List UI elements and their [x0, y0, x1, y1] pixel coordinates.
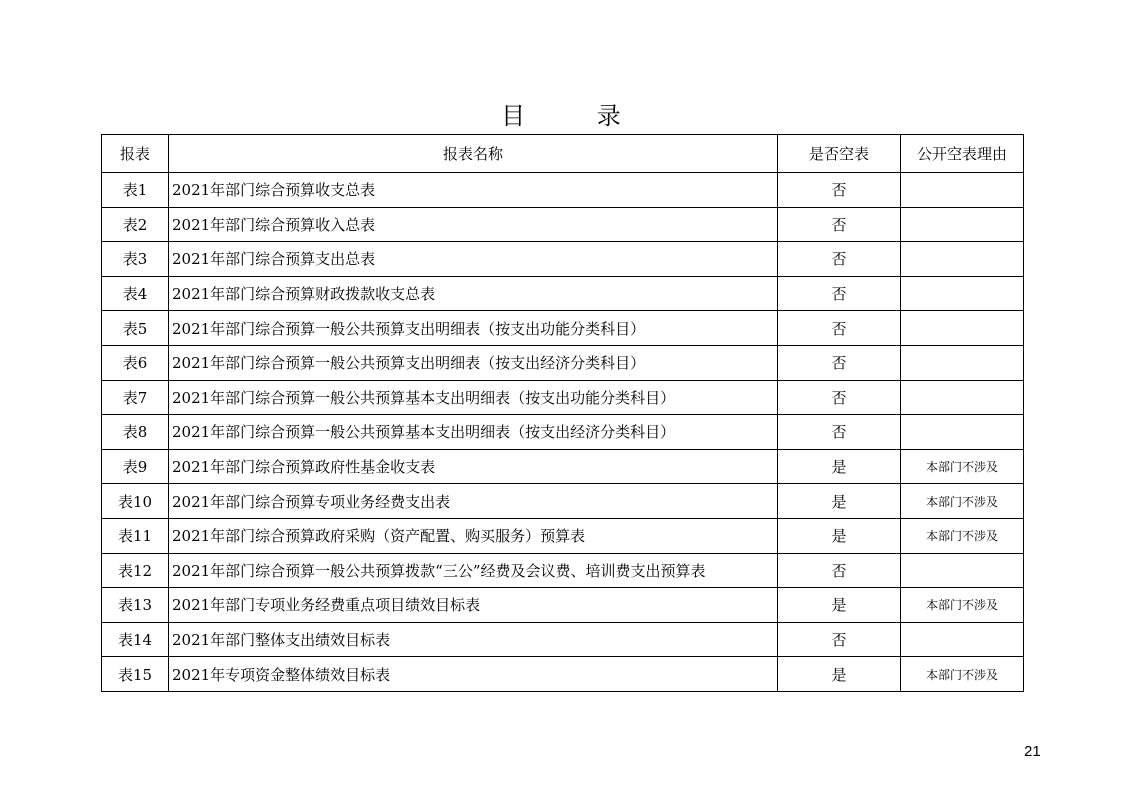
- row-report-name: 2021年部门综合预算收入总表: [169, 207, 778, 242]
- row-report-no: 表6: [102, 345, 169, 380]
- row-report-name: 2021年部门专项业务经费重点项目绩效目标表: [169, 588, 778, 623]
- header-is-empty: 是否空表: [778, 135, 901, 173]
- row-empty-reason: [901, 173, 1024, 208]
- table-row: [102, 622, 1024, 657]
- report-index-table: [101, 134, 1024, 692]
- row-is-empty: 否: [778, 173, 901, 208]
- header-empty-reason: 公开空表理由: [901, 135, 1024, 173]
- row-report-no: 表2: [102, 207, 169, 242]
- row-report-no: 表5: [102, 311, 169, 346]
- table-row: [102, 242, 1024, 277]
- row-is-empty: 否: [778, 242, 901, 277]
- table-row: [102, 415, 1024, 450]
- row-empty-reason: [901, 622, 1024, 657]
- row-is-empty: 否: [778, 311, 901, 346]
- row-empty-reason: 本部门不涉及: [901, 657, 1024, 692]
- row-empty-reason: [901, 553, 1024, 588]
- row-report-name: 2021年部门综合预算一般公共预算支出明细表（按支出经济分类科目）: [169, 345, 778, 380]
- row-report-no: 表13: [102, 588, 169, 623]
- row-is-empty: 是: [778, 484, 901, 519]
- table-row: [102, 449, 1024, 484]
- row-report-name: 2021年部门综合预算收支总表: [169, 173, 778, 208]
- table-row: [102, 484, 1024, 519]
- header-report-name: 报表名称: [169, 135, 778, 173]
- row-report-name: 2021年部门综合预算专项业务经费支出表: [169, 484, 778, 519]
- table-body: [102, 173, 1024, 692]
- row-empty-reason: [901, 345, 1024, 380]
- row-empty-reason: [901, 380, 1024, 415]
- row-report-name: 2021年部门综合预算一般公共预算支出明细表（按支出功能分类科目）: [169, 311, 778, 346]
- row-is-empty: 否: [778, 622, 901, 657]
- page-title: 目 录: [501, 102, 653, 130]
- row-report-name: 2021年部门综合预算支出总表: [169, 242, 778, 277]
- table-row: [102, 553, 1024, 588]
- page-number: 21: [1024, 743, 1041, 760]
- row-report-name: 2021年部门综合预算政府采购（资产配置、购买服务）预算表: [169, 518, 778, 553]
- row-empty-reason: 本部门不涉及: [901, 484, 1024, 519]
- row-report-no: 表11: [102, 518, 169, 553]
- row-empty-reason: 本部门不涉及: [901, 588, 1024, 623]
- row-empty-reason: [901, 415, 1024, 450]
- row-report-no: 表3: [102, 242, 169, 277]
- row-empty-reason: [901, 207, 1024, 242]
- table-row: [102, 276, 1024, 311]
- row-is-empty: 否: [778, 207, 901, 242]
- row-report-no: 表4: [102, 276, 169, 311]
- row-empty-reason: [901, 242, 1024, 277]
- row-is-empty: 否: [778, 553, 901, 588]
- row-is-empty: 是: [778, 518, 901, 553]
- row-report-no: 表1: [102, 173, 169, 208]
- row-report-name: 2021年部门综合预算政府性基金收支表: [169, 449, 778, 484]
- header-report-no: 报表: [102, 135, 169, 173]
- row-empty-reason: 本部门不涉及: [901, 449, 1024, 484]
- row-report-name: 2021年专项资金整体绩效目标表: [169, 657, 778, 692]
- row-is-empty: 是: [778, 449, 901, 484]
- row-report-name: 2021年部门综合预算一般公共预算拨款“三公”经费及会议费、培训费支出预算表: [169, 553, 778, 588]
- row-report-no: 表10: [102, 484, 169, 519]
- table-row: [102, 173, 1024, 208]
- row-report-name: 2021年部门综合预算财政拨款收支总表: [169, 276, 778, 311]
- row-is-empty: 否: [778, 415, 901, 450]
- row-report-no: 表8: [102, 415, 169, 450]
- table-row: [102, 207, 1024, 242]
- row-report-no: 表15: [102, 657, 169, 692]
- table-row: [102, 311, 1024, 346]
- row-report-name: 2021年部门综合预算一般公共预算基本支出明细表（按支出功能分类科目）: [169, 380, 778, 415]
- row-report-no: 表14: [102, 622, 169, 657]
- row-is-empty: 否: [778, 345, 901, 380]
- row-is-empty: 是: [778, 657, 901, 692]
- row-empty-reason: [901, 276, 1024, 311]
- row-report-name: 2021年部门整体支出绩效目标表: [169, 622, 778, 657]
- row-report-no: 表9: [102, 449, 169, 484]
- row-empty-reason: 本部门不涉及: [901, 518, 1024, 553]
- row-is-empty: 是: [778, 588, 901, 623]
- table-row: [102, 518, 1024, 553]
- table-header-row: [102, 135, 1024, 173]
- row-report-name: 2021年部门综合预算一般公共预算基本支出明细表（按支出经济分类科目）: [169, 415, 778, 450]
- table-row: [102, 380, 1024, 415]
- table-row: [102, 345, 1024, 380]
- row-empty-reason: [901, 311, 1024, 346]
- table-row: [102, 588, 1024, 623]
- row-is-empty: 否: [778, 276, 901, 311]
- row-report-no: 表12: [102, 553, 169, 588]
- table-row: [102, 657, 1024, 692]
- row-report-no: 表7: [102, 380, 169, 415]
- row-is-empty: 否: [778, 380, 901, 415]
